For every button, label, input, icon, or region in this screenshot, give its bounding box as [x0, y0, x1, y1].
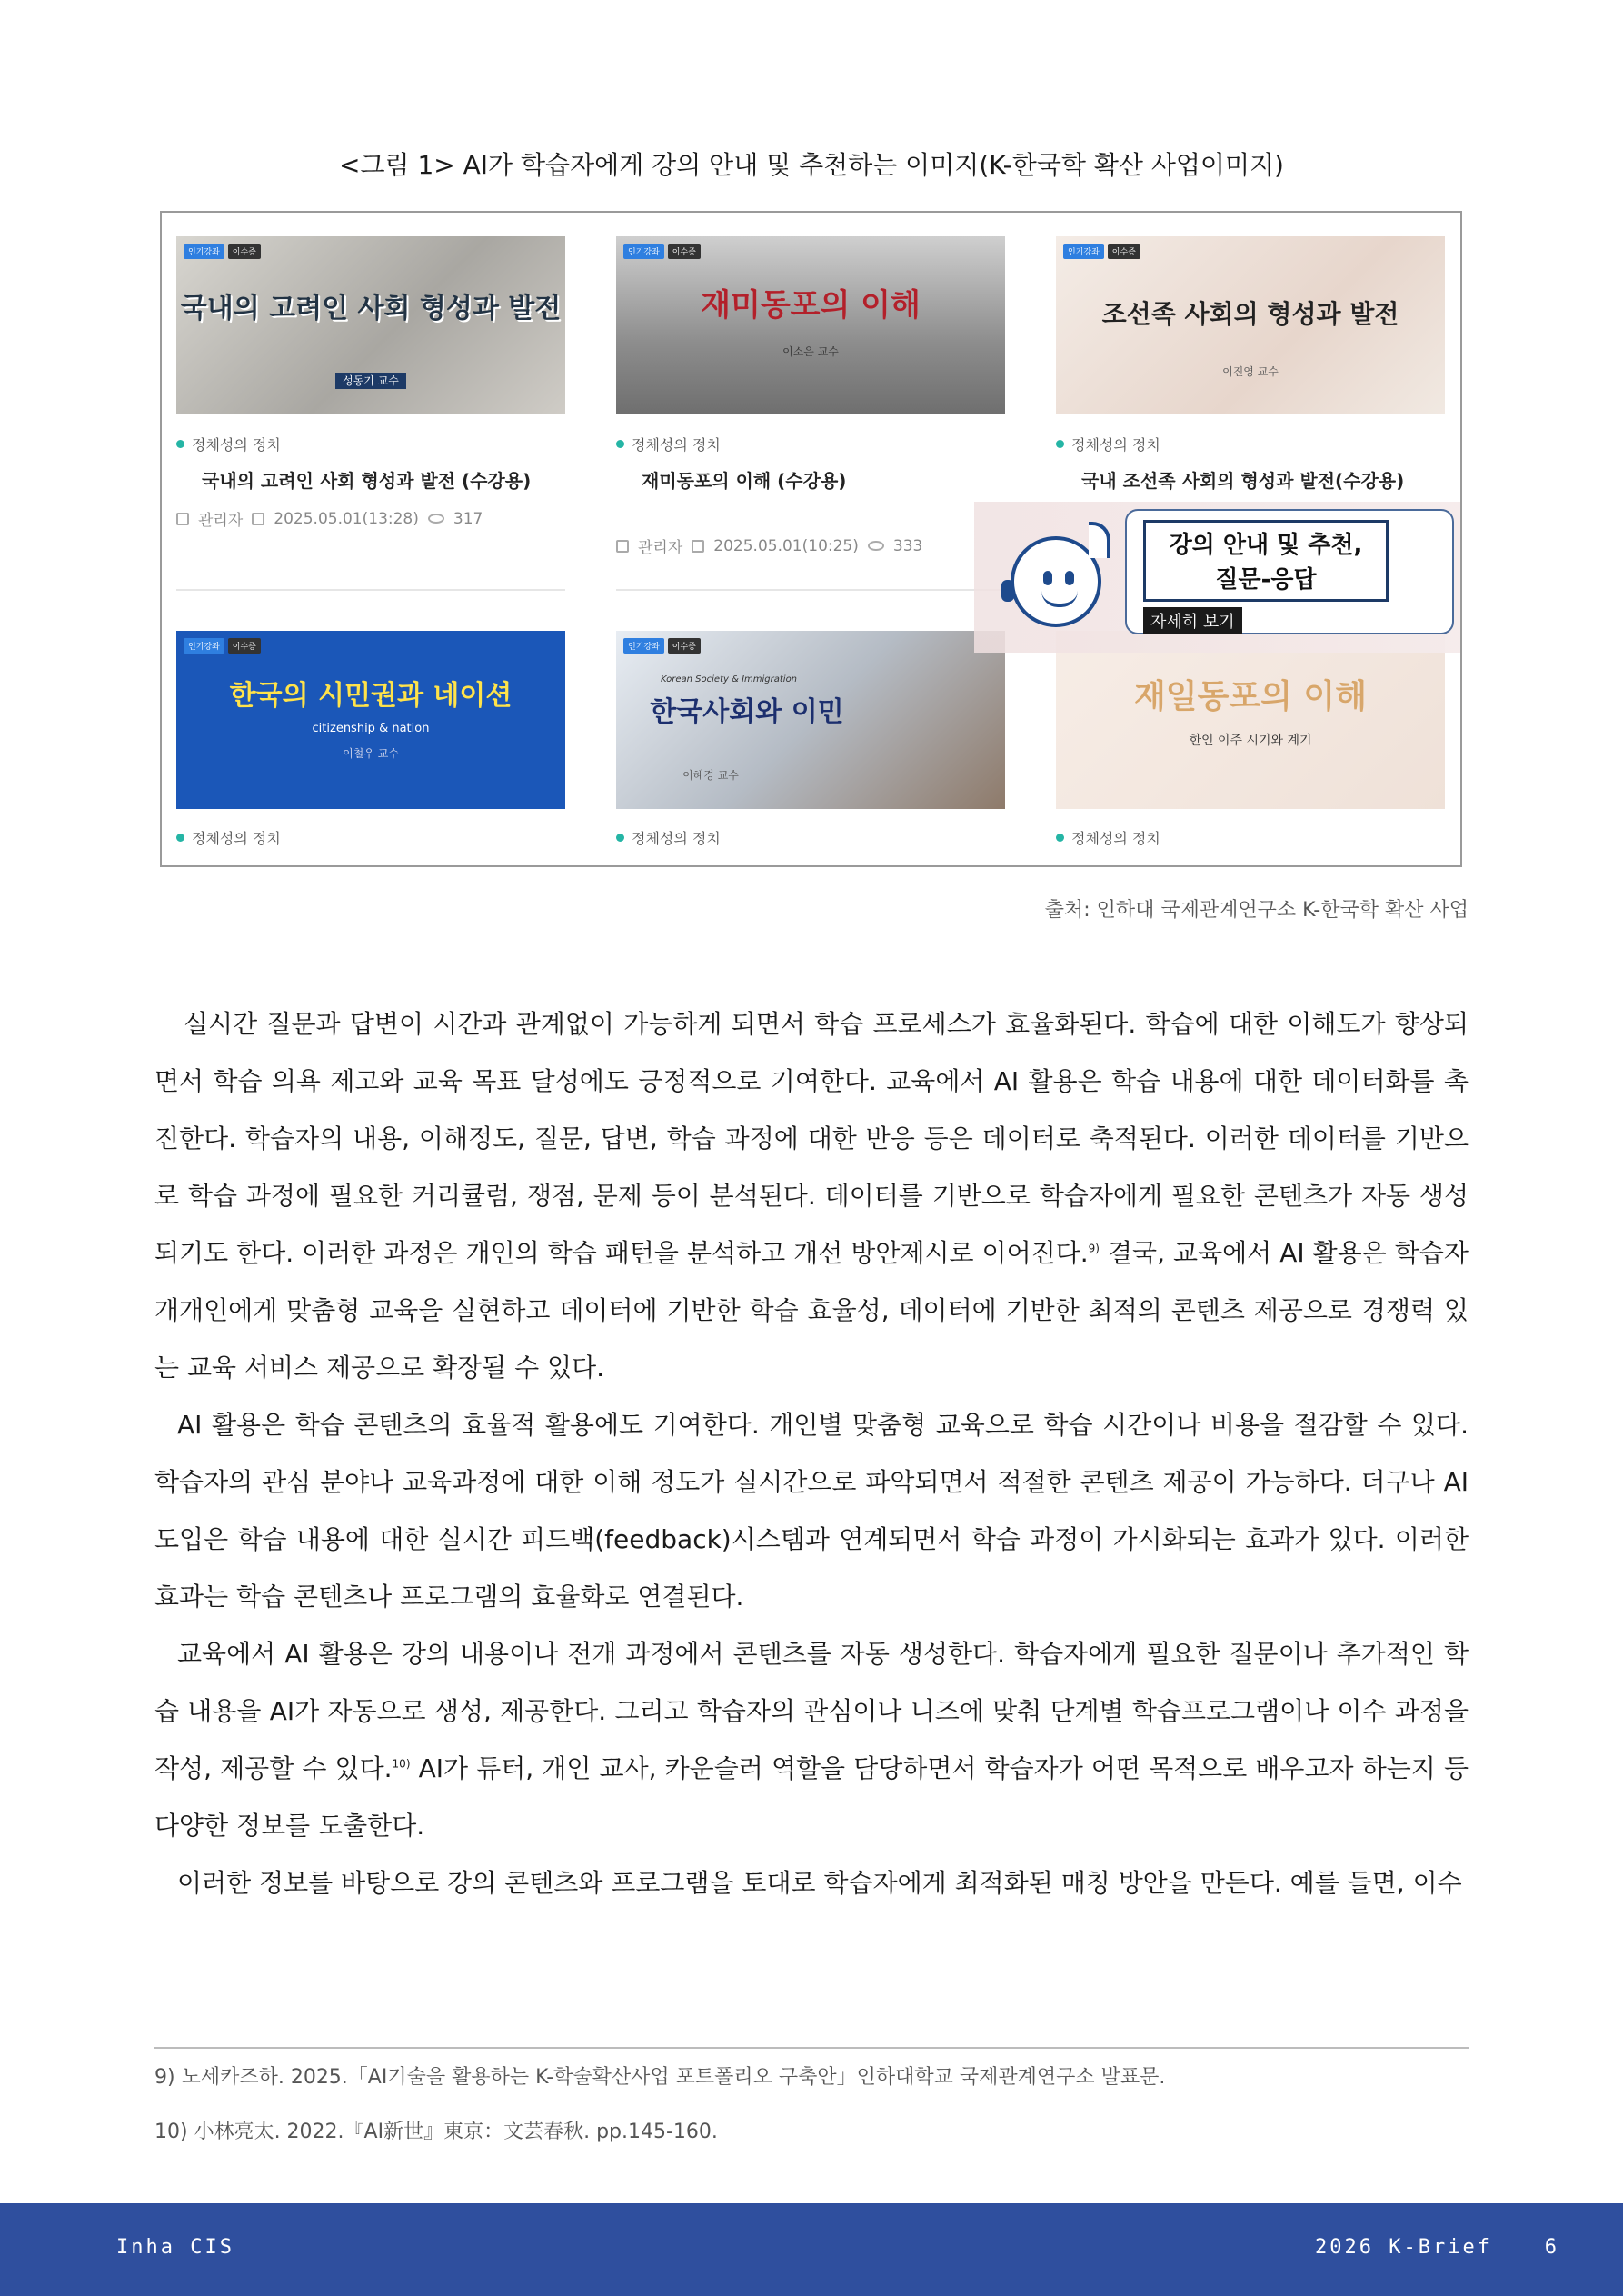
thumbnail-title: 조선족 사회의 형성과 발전: [1101, 299, 1399, 329]
calendar-icon: [692, 540, 704, 553]
category-label: 정체성의 정치: [1071, 830, 1160, 847]
thumbnail-title: 재미동포의 이해: [701, 287, 921, 324]
popular-tag: 인기강좌: [1063, 244, 1104, 259]
thumbnail-professor: 이혜경 교수: [682, 769, 739, 782]
category-dot-icon: [1056, 440, 1064, 448]
author: 관리자: [198, 512, 244, 530]
footnote-ref[interactable]: 9): [1088, 1242, 1100, 1255]
paragraph-text: 결국, 교육에서 AI 활용은 학습자 개개인에게 맞춤형 교육을 실현하고 데이터에 기반한 학습 효율성, 데이터에 기반한 최적의 콘텐츠 제공으로 경쟁력 있는 교육 서비스 제공으로 확장될 수 있다.: [154, 1238, 1469, 1383]
page-number: 6: [1544, 2236, 1559, 2259]
course-thumbnail[interactable]: [616, 236, 1005, 414]
popular-tag: 인기강좌: [184, 638, 224, 654]
certificate-tag: 이수증: [228, 244, 261, 259]
ai-chatbot-icon: [1011, 536, 1101, 627]
paragraph-text: AI가 튜터, 개인 교사, 카운슬러 역할을 담당하면서 학습자가 어떤 목적으로 배우고자 하는지 등 다양한 정보를 도출한다.: [154, 1753, 1469, 1841]
category-dot-icon: [1056, 834, 1064, 842]
popular-tag: 인기강좌: [623, 244, 664, 259]
category-label: 정체성의 정치: [1071, 436, 1160, 454]
chatbot-eye: [1043, 571, 1052, 585]
figure-source: 출처: 인하대 국제관계연구소 K-한국학 확산 사업: [1044, 899, 1469, 922]
view-count: 317: [453, 509, 483, 528]
category-dot-icon: [176, 834, 184, 842]
category-dot-icon: [176, 440, 184, 448]
category-label: 정체성의 정치: [632, 436, 721, 454]
certificate-tag: 이수증: [228, 638, 261, 654]
speech-text: [1143, 520, 1389, 602]
view-count: 333: [892, 536, 923, 555]
figure-screenshot: [160, 211, 1462, 867]
footnote-ref[interactable]: 10): [392, 1757, 411, 1771]
thumbnail-title: 국내의 고려인 사회 형성과 발전: [180, 293, 562, 324]
thumbnail-title: 한국의 시민권과 네이션: [229, 680, 513, 712]
detail-button[interactable]: 자세히 보기: [1143, 607, 1242, 634]
course-thumbnail[interactable]: [1056, 631, 1445, 809]
course-card[interactable]: [176, 631, 565, 848]
speech-bubble: [1125, 509, 1454, 634]
thumbnail-title: 재일동포의 이해: [1134, 678, 1367, 715]
category-label: 정체성의 정치: [632, 830, 721, 847]
divider: [176, 589, 565, 591]
certificate-tag: 이수증: [668, 244, 701, 259]
body-text: [154, 995, 1469, 1912]
thumbnail-subtitle: citizenship & nation: [312, 722, 430, 735]
footnote: 9) 노세카즈하. 2025.「AI기술을 활용하는 K-학술확산사업 포트폴리오 구축안」인하대학교 국제관계연구소 발표문.: [154, 2066, 1166, 2089]
category-dot-icon: [616, 440, 624, 448]
footnote-divider: [154, 2047, 1469, 2049]
paragraph: [154, 995, 1469, 1396]
thumbnail-subtitle: 한인 이주 시기와 계기: [1189, 734, 1312, 748]
footer-publisher: Inha CIS: [116, 2236, 234, 2259]
chatbot-eye: [1065, 571, 1074, 585]
footnote: 10) 小林亮太. 2022.『AI新世』東京：文芸春秋. pp.145-160.: [154, 2121, 718, 2143]
course-thumbnail[interactable]: [176, 236, 565, 414]
user-icon: [616, 540, 629, 553]
speech-line: 강의 안내 및 추천,: [1169, 532, 1363, 559]
course-thumbnail[interactable]: [176, 631, 565, 809]
course-title[interactable]: 국내 조선족 사회의 형성과 발전(수강용): [1081, 470, 1405, 492]
post-date: 2025.05.01(13:28): [274, 509, 419, 528]
post-date: 2025.05.01(10:25): [713, 536, 859, 555]
paragraph-text: 교육에서 AI 활용은 강의 내용이나 전개 과정에서 콘텐츠를 자동 생성한다. 학습자에게 필요한 질문이나 추가적인 학습 내용을 AI가 자동으로 생성, 제공한다. 그리고 학습자의 관심이나 니즈에 맞춰 단계별 학습프로그램이나 이수 과정을 작성, 제공할 수 있다.: [154, 1639, 1469, 1783]
footer-publication: 2026 K-Brief: [1315, 2236, 1492, 2259]
course-card[interactable]: [176, 236, 565, 530]
course-card[interactable]: [616, 631, 1005, 848]
thumbnail-subtitle: Korean Society & Immigration: [660, 674, 798, 684]
chatbot-mouth: [1041, 591, 1078, 607]
thumbnail-professor: 성동기 교수: [335, 373, 406, 389]
headset-icon: [1001, 580, 1014, 602]
divider: [616, 589, 1005, 591]
ai-assistant-callout: [974, 502, 1461, 653]
paragraph: 이러한 정보를 바탕으로 강의 콘텐츠와 프로그램을 토대로 학습자에게 최적화된 매칭 방안을 만든다. 예를 들면, 이수: [177, 1868, 1462, 1898]
certificate-tag: 이수증: [668, 638, 701, 654]
course-thumbnail[interactable]: [616, 631, 1005, 809]
certificate-tag: 이수증: [1108, 244, 1140, 259]
thumbnail-professor: 이철우 교수: [343, 747, 399, 760]
paragraph-text: 실시간 질문과 답변이 시간과 관계없이 가능하게 되면서 학습 프로세스가 효율화된다. 학습에 대한 이해도가 향상되면서 학습 의욕 제고와 교육 목표 달성에도 긍정적으로 기여한다. 교육에서 AI 활용은 학습 내용에 대한 데이터화를 촉진한다. 학습자의 내용, 이해정도, 질문, 답변, 학습 과정에 대한 반응 등은 데이터로 축적된다. 이러한 데이터를 기반으로 학습 과정에 필요한 커리큘럼, 쟁점, 문제 등이 분석된다. 데이터를 기반으로 학습자에게 필요한 콘텐츠가 자동 생성되기도 한다. 이러한 과정은 개인의 학습 패턴을 분석하고 개선 방안제시로 이어진다.: [154, 1009, 1469, 1268]
paragraph: [154, 1625, 1469, 1854]
page-footer: [0, 2203, 1623, 2296]
figure-caption: <그림 1> AI가 학습자에게 강의 안내 및 추천하는 이미지(K-한국학 확산 사업이미지): [339, 150, 1284, 180]
popular-tag: 인기강좌: [623, 638, 664, 654]
category-dot-icon: [616, 834, 624, 842]
course-card[interactable]: [1056, 236, 1445, 494]
paragraph: AI 활용은 학습 콘텐츠의 효율적 활용에도 기여한다. 개인별 맞춤형 교육으로 학습 시간이나 비용을 절감할 수 있다. 학습자의 관심 분야나 교육과정에 대한 이해 정도가 실시간으로 파악되면서 적절한 콘텐츠 제공이 가능하다. 더구나 AI 도입은 학습 내용에 대한 실시간 피드백(feedback)시스템과 연계되면서 학습 과정이 가시화되는 효과가 있다. 이러한 효과는 학습 콘텐츠나 프로그램의 효율화로 연결된다.: [154, 1410, 1469, 1612]
views-icon: [428, 514, 444, 524]
course-thumbnail[interactable]: [1056, 236, 1445, 414]
speech-line: 질문-응답: [1215, 566, 1317, 594]
calendar-icon: [252, 513, 264, 525]
popular-tag: 인기강좌: [184, 244, 224, 259]
course-title[interactable]: 재미동포의 이해 (수강용): [642, 470, 847, 492]
course-title[interactable]: 국내의 고려인 사회 형성과 발전 (수강용): [202, 470, 532, 492]
thumbnail-professor: 이소은 교수: [782, 345, 839, 358]
course-card[interactable]: [616, 236, 1005, 557]
category-label: 정체성의 정치: [192, 830, 281, 847]
category-label: 정체성의 정치: [192, 436, 281, 454]
thumbnail-title: 한국사회와 이민: [650, 696, 844, 728]
views-icon: [868, 541, 884, 551]
user-icon: [176, 513, 189, 525]
course-card[interactable]: [1056, 631, 1445, 848]
thumbnail-professor: 이진영 교수: [1222, 365, 1279, 378]
author: 관리자: [638, 539, 683, 557]
